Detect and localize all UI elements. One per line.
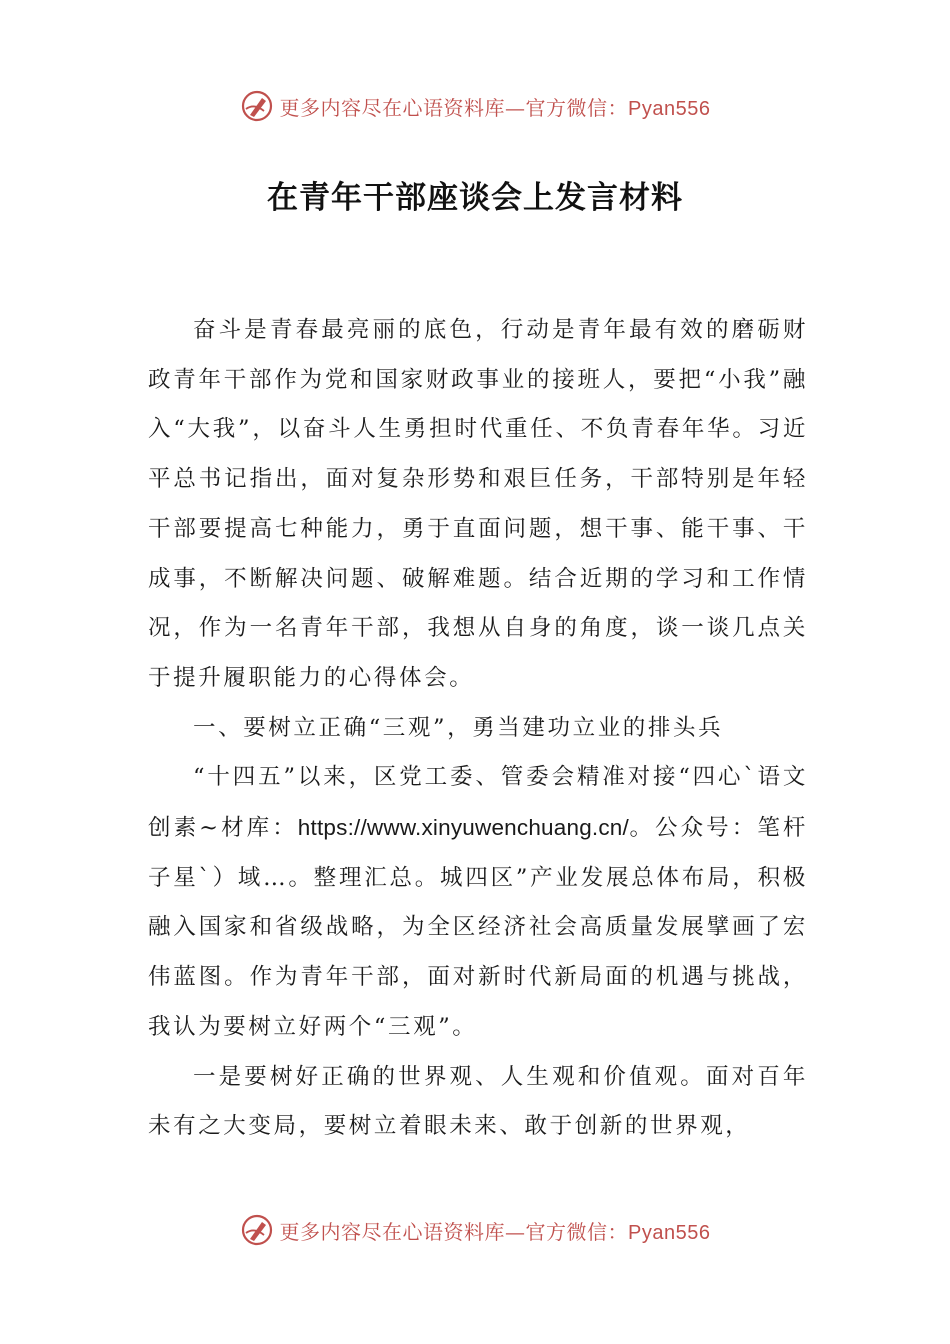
banner-label: 更多内容尽在心语资料库—官方微信： — [279, 95, 629, 120]
footer-watermark-banner — [0, 1210, 950, 1250]
banner-text — [280, 1216, 711, 1245]
banner-wechat-id: Pyan556 — [628, 97, 711, 120]
paragraph-2-text-a: “十四五”以来，区党工委、管委会精准对接“四心`语文创素~材库： — [148, 764, 808, 842]
paragraph-2-text-b: 。公众号：笔杆子星`）域…。整理汇总。城四区”产业发展总体布局，积极融入国家和省级战略，为全区经济社会高质量发展擘画了宏伟蓝图。作为青年干部，面对新时代新局面的机遇与挑战，我认为要树立好两个“三观”。 — [148, 815, 808, 1040]
paragraph-2 — [148, 753, 808, 1052]
banner-label: 更多内容尽在心语资料库—官方微信： — [279, 1219, 629, 1244]
paragraph-1: 奋斗是青春最亮丽的底色，行动是青年最有效的磨砺财政青年干部作为党和国家财政事业的接班人，要把“小我”融入“大我”，以奋斗人生勇担时代重任、不负青春年华。习近平总书记指出，面对复杂形势和艰巨任务，干部特别是年轻干部要提高七种能力，勇于直面问题，想干事、能干事、干成事，不断解决问题、破解难题。结合近期的学习和工作情况，作为一名青年干部，我想从自身的角度，谈一谈几点关于提升履职能力的心得体会。 — [148, 317, 808, 691]
document-body — [148, 306, 808, 1152]
banner-text — [280, 92, 711, 121]
header-watermark-banner — [0, 86, 950, 126]
document-title: 在青年干部座谈会上发言材料 — [267, 180, 683, 216]
banner-wechat-id: Pyan556 — [628, 1221, 711, 1244]
section-heading-1: 一、要树立正确“三观”，勇当建功立业的排头兵 — [193, 714, 724, 741]
paragraph-3: 一是要树好正确的世界观、人生观和价值观。面对百年未有之大变局，要树立着眼未来、敢于创新的世界观， — [148, 1063, 808, 1140]
pen-nib-logo-icon — [240, 1213, 274, 1247]
pen-nib-logo-icon — [240, 89, 274, 123]
source-url: https://www.xinyuwenchuang.cn/ — [297, 815, 629, 841]
